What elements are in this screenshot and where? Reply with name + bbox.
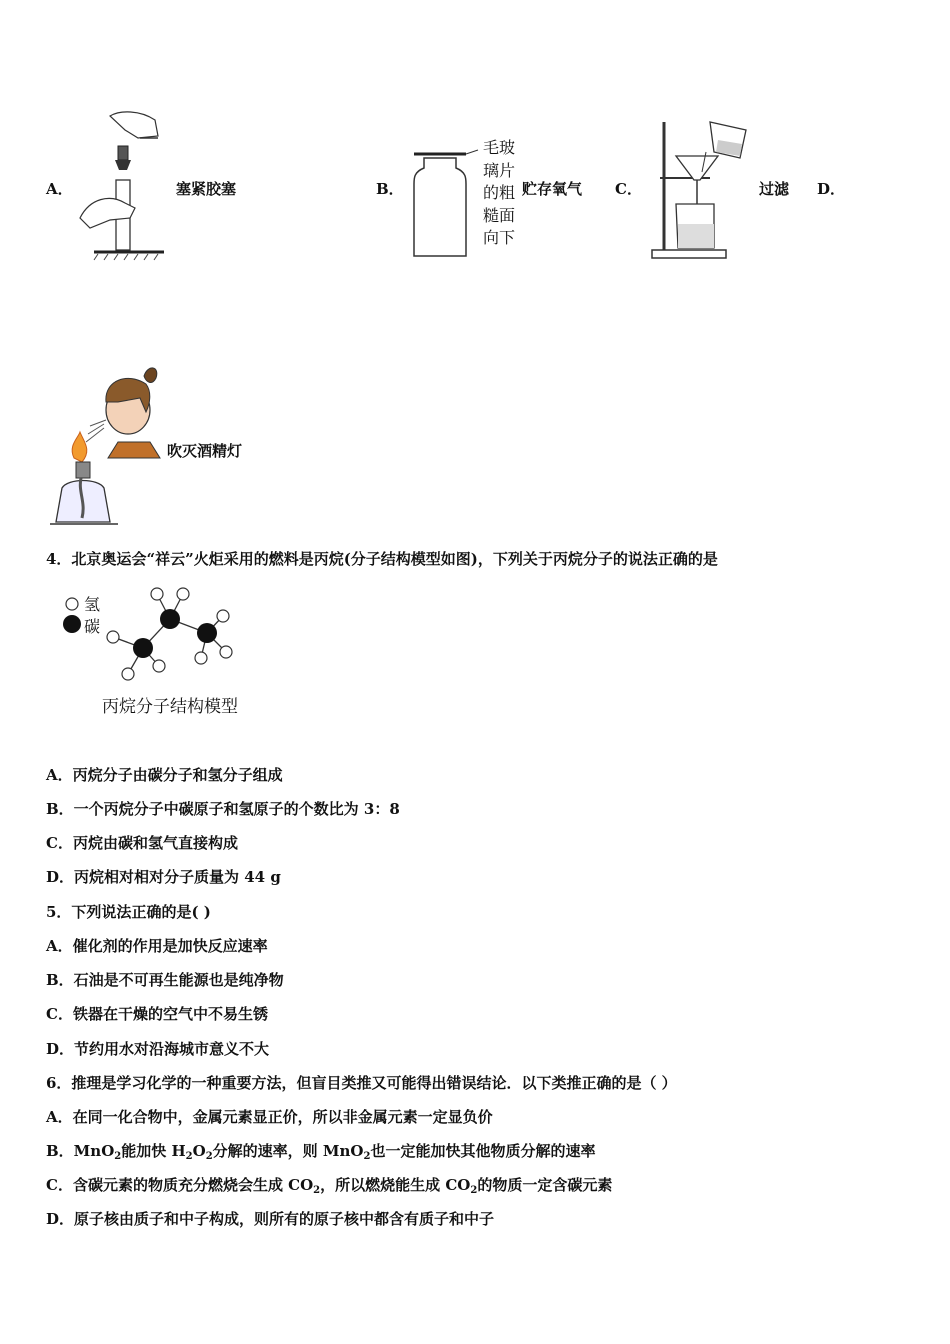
option-b-caption: 贮存氧气 — [522, 180, 583, 198]
q5-option-a: A．催化剂的作用是加快反应速率 — [46, 937, 268, 955]
option-c-caption: 过滤 — [759, 180, 790, 198]
option-a-letter: A． — [46, 180, 73, 198]
annotation-line: 的粗 — [483, 183, 516, 202]
legend-carbon-label: 碳 — [84, 617, 101, 636]
q6-option-a: A．在同一化合物中，金属元素显正价，所以非金属元素一定显负价 — [46, 1108, 493, 1126]
option-d-letter: D． — [817, 180, 846, 198]
annotation-line: 糙面 — [483, 205, 516, 225]
figure-filtration — [648, 112, 758, 262]
option-a-caption: 塞紧胶塞 — [176, 180, 237, 198]
q5-option-b: B．石油是不可再生能源也是纯净物 — [46, 971, 284, 989]
figure-test-tube-stopper — [80, 108, 180, 258]
option-c-letter: C． — [615, 180, 642, 198]
bottle-annotation — [483, 137, 519, 250]
figure-blow-out-lamp — [48, 362, 163, 530]
q6-option-c: C．含碳元素的物质充分燃烧会生成 $CO_2$，所以燃烧能生成 $CO_2$的物质一定含碳元素 — [46, 1176, 613, 1196]
annotation-line: 毛玻 — [483, 138, 516, 157]
q5-option-c: C．铁器在干燥的空气中不易生锈 — [46, 1005, 268, 1023]
q4-option-b: B．一个丙烷分子中碳原子和氢原子的个数比为 3：8 — [46, 800, 400, 818]
annotation-line: 璃片 — [483, 160, 516, 180]
legend-hydrogen-icon — [66, 598, 78, 610]
legend-hydrogen-label: 氢 — [84, 595, 101, 614]
q6-option-b: B．MnO$_2$能加快 $H_2O_2$分解的速率，则 MnO$_2$也一定能加快其他物质分解的速率 — [46, 1142, 596, 1162]
q4-option-c: C．丙烷由碳和氢气直接构成 — [46, 834, 238, 852]
propane-figure-caption: 丙烷分子结构模型 — [102, 697, 238, 717]
legend-carbon-icon — [63, 615, 81, 633]
figure-gas-bottle — [410, 150, 480, 260]
q5-stem: 5．下列说法正确的是( ) — [46, 903, 211, 921]
q4-stem: 4．北京奥运会“祥云”火炬采用的燃料是丙烷(分子结构模型如图)，下列关于丙烷分子的说法正确的是 — [46, 550, 718, 568]
option-d-caption: 吹灭酒精灯 — [167, 442, 243, 460]
q5-option-d: D．节约用水对沿海城市意义不大 — [46, 1040, 270, 1058]
annotation-line: 向下 — [483, 228, 516, 247]
option-b-letter: B． — [376, 180, 404, 198]
q6-option-d: D．原子核由质子和中子构成，则所有的原子核中都含有质子和中子 — [46, 1210, 495, 1228]
q4-option-a: A．丙烷分子由碳分子和氢分子组成 — [46, 766, 283, 784]
q6-stem: 6．推理是学习化学的一种重要方法，但盲目类推又可能得出错误结论．以下类推正确的是（ ） — [46, 1074, 677, 1092]
q4-option-d: D．丙烷相对相对分子质量为 44 g — [46, 868, 281, 886]
